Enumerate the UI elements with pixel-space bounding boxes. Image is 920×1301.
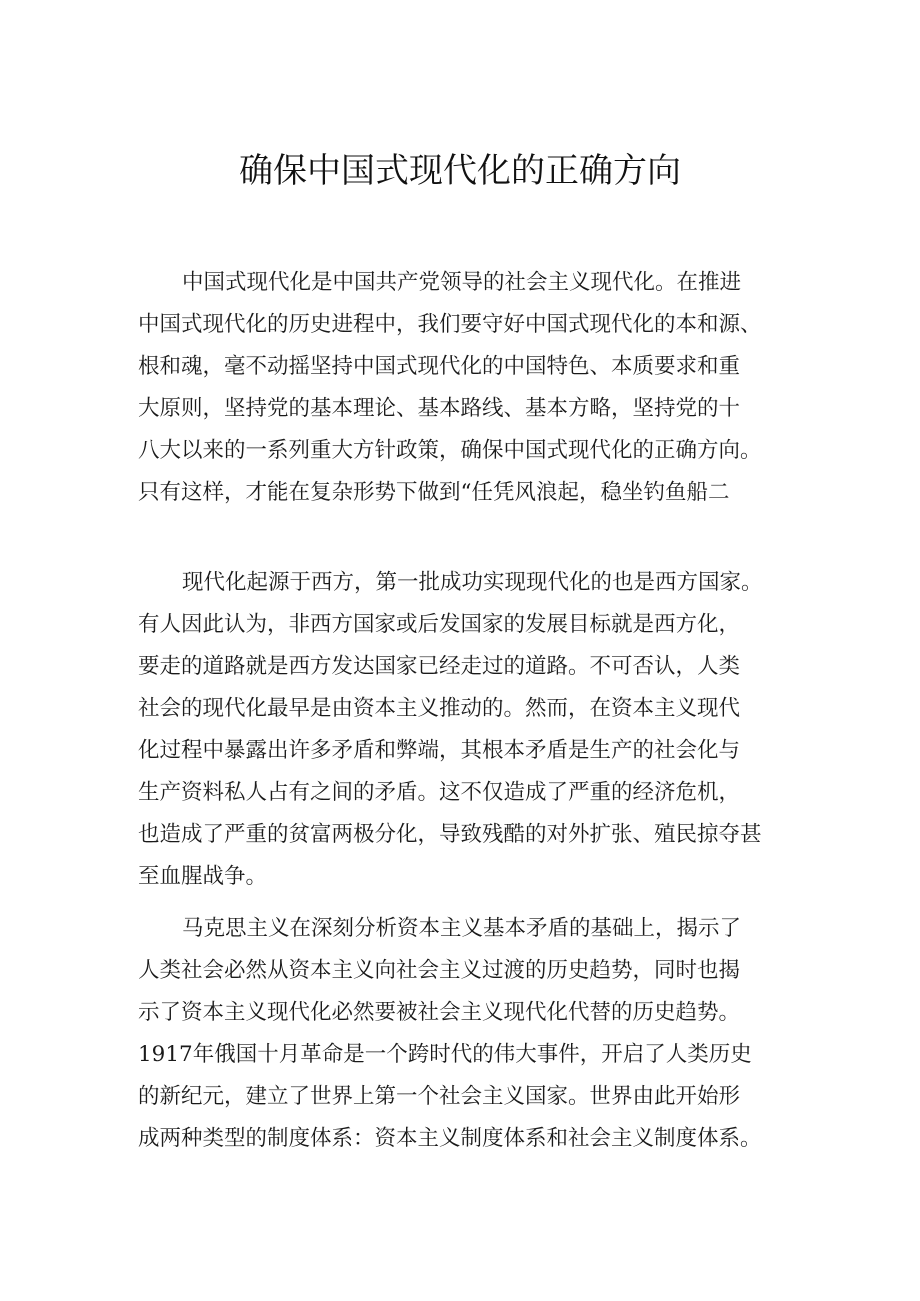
paragraph-line: 只有这样，才能在复杂形势下做到“任凭风浪起，稳坐钓鱼船二 — [138, 480, 730, 505]
paragraph-line: 马克思主义在深刻分析资本主义基本矛盾的基础上，揭示了 — [182, 916, 742, 941]
document-title: 确保中国式现代化的正确方向 — [239, 151, 681, 191]
paragraph-line: 示了资本主义现代化必然要被社会主义现代化代替的历史趋势。 — [138, 1000, 741, 1025]
paragraph-line: 化过程中暴露出许多矛盾和弊端，其根本矛盾是生产的社会化与 — [138, 738, 741, 763]
paragraph-line: 人类社会必然从资本主义向社会主义过渡的历史趋势，同时也揭 — [138, 958, 741, 983]
paragraph-line: 中国式现代化是中国共产党领导的社会主义现代化。在推进 — [182, 270, 742, 295]
paragraph-line: 生产资料私人占有之间的矛盾。这不仅造成了严重的经济危机， — [138, 780, 741, 805]
paragraph-line: 1917年俄国十月革命是一个跨时代的伟大事件，开启了人类历史 — [138, 1042, 752, 1067]
paragraph-line: 至血腥战争。 — [138, 864, 268, 889]
paragraph-line: 八大以来的一系列重大方针政策，确保中国式现代化的正确方向。 — [138, 438, 762, 463]
paragraph-line: 也造成了严重的贫富两极分化，导致残酷的对外扩张、殖民掠夺甚 — [138, 822, 762, 847]
paragraph-1 — [138, 262, 798, 514]
paragraph-3 — [138, 908, 798, 1160]
paragraph-line: 要走的道路就是西方发达国家已经走过的道路。不可否认，人类 — [138, 654, 741, 679]
paragraph-line: 现代化起源于西方，第一批成功实现现代化的也是西方国家。 — [182, 570, 763, 595]
paragraph-line: 有人因此认为，非西方国家或后发国家的发展目标就是西方化， — [138, 612, 741, 637]
paragraph-line: 根和魂，毫不动摇坚持中国式现代化的中国特色、本质要求和重 — [138, 354, 741, 379]
paragraph-2 — [138, 562, 798, 898]
paragraph-line: 的新纪元，建立了世界上第一个社会主义国家。世界由此开始形 — [138, 1084, 741, 1109]
paragraph-line: 成两种类型的制度体系：资本主义制度体系和社会主义制度体系。 — [138, 1126, 762, 1151]
paragraph-line: 中国式现代化的历史进程中，我们要守好中国式现代化的本和源、 — [138, 312, 762, 337]
paragraph-line: 大原则，坚持党的基本理论、基本路线、基本方略，坚持党的十 — [138, 396, 741, 421]
paragraph-line: 社会的现代化最早是由资本主义推动的。然而，在资本主义现代 — [138, 696, 741, 721]
